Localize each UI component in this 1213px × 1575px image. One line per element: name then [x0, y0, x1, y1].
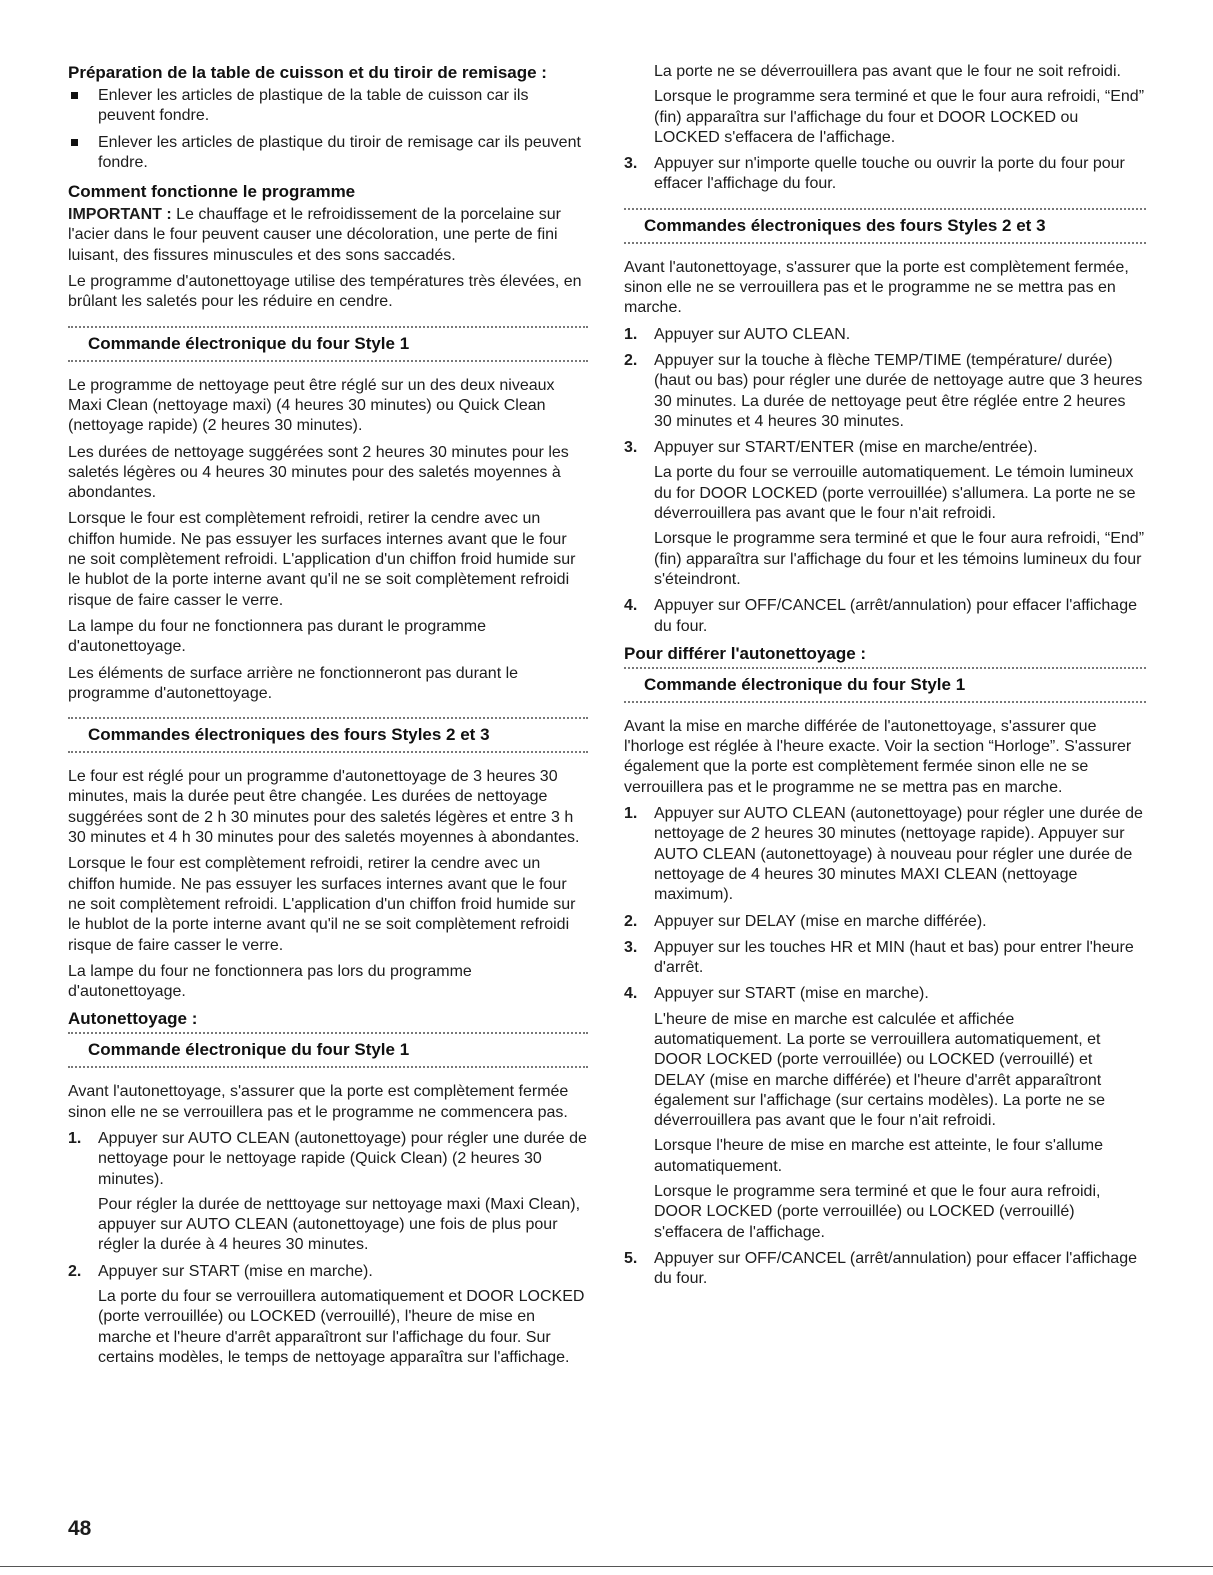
step-number: 5. [624, 1249, 638, 1267]
paragraph: Lorsque le four est complètement refroidi, retirer la cendre avec un chiffon humide. Ne pas essuyer les surfaces internes avant que le four ne soit complètement refroidi. L'application d'un chiffon froid humide sur le hublot de la porte interne avant qu'il ne se soit complètement refroidi risque de faire casser le verre. [68, 855, 576, 954]
style23-title: Commandes électroniques des fours Styles 2 et 3 [644, 215, 1046, 235]
step-item [624, 938, 1146, 979]
step-item [624, 912, 1146, 932]
step-item [624, 984, 1146, 1243]
step-number: 2. [624, 912, 638, 930]
step-text: Appuyer sur AUTO CLEAN. [654, 325, 851, 343]
step-detail: La porte ne se déverrouillera pas avant que le four ne soit refroidi. [654, 63, 1121, 80]
dotted-divider [68, 326, 588, 328]
prep-bullet-item [68, 133, 588, 174]
auto-style1-title: Commande électronique du four Style 1 [88, 1040, 410, 1060]
style23-subheading-box [68, 717, 588, 753]
square-bullet-icon [71, 139, 78, 146]
step-item [624, 804, 1146, 905]
step-text: Appuyer sur OFF/CANCEL (arrêt/annulation) pour effacer l'affichage du four. [654, 597, 1137, 635]
style23-subheading-box [624, 208, 1146, 244]
dotted-divider [68, 360, 588, 362]
paragraph: Avant l'autonettoyage, s'assurer que la porte est complètement fermée, sinon elle ne se verrouillera pas et le programme ne se mettra pas en marche. [624, 258, 1129, 317]
style23-steps-list [624, 325, 1146, 637]
step-number: 3. [624, 439, 638, 457]
step-detail: Lorsque le programme sera terminé et que le four aura refroidi, “End” (fin) apparaîtra sur l'affichage du four et les témoins lumineux du four s'éteindront. [654, 530, 1145, 588]
step-text: Appuyer sur OFF/CANCEL (arrêt/annulation) pour effacer l'affichage du four. [654, 1249, 1137, 1288]
step-item [624, 438, 1146, 590]
prep-bullet-item [68, 86, 588, 127]
paragraph: Avant la mise en marche différée de l'autonettoyage, s'assurer que l'horloge est réglée à l'heure exacte. Voir la section “Horloge”. S'assurer également que la porte est complètement fermée sinon elle ne se verrouillera pas et le programme ne se mettra pas en marche. [624, 717, 1132, 796]
self-clean-title: Autonettoyage : [68, 1009, 198, 1029]
paragraph: La lampe du four ne fonctionnera pas durant le programme d'autonettoyage. [68, 617, 487, 656]
delay-style1-title: Commande électronique du four Style 1 [644, 674, 966, 694]
dotted-divider [624, 242, 1146, 244]
delay-style1-subheading-box [624, 667, 1146, 703]
important-paragraph [68, 205, 588, 266]
step-number: 1. [624, 325, 638, 343]
step-number: 1. [68, 1129, 82, 1147]
prep-bullet-text: Enlever les articles de plastique de la table de cuisson car ils peuvent fondre. [98, 87, 529, 125]
paragraph: Le programme d'autonettoyage utilise des températures très élevées, en brûlant les saletés pour les réduire en cendre. [68, 273, 582, 311]
right-column [624, 62, 1146, 1296]
step-text: Appuyer sur la touche à flèche TEMP/TIME (température/ durée) (haut ou bas) pour régler une durée de nettoyage autre que 3 heures 30 minutes. La durée de nettoyage peut être réglée entre 2 heures 30 minutes et 4 heures 30 minutes. [654, 351, 1143, 430]
left-column [68, 62, 588, 1374]
delay-title: Pour différer l'autonettoyage : [624, 643, 867, 663]
dotted-divider [624, 701, 1146, 703]
step-text: Appuyer sur AUTO CLEAN (autonettoyage) pour régler une durée de nettoyage de 2 heures 30 minutes (nettoyage rapide). Appuyer sur AUTO CLEAN (autonettoyage) à nouveau pour régler une durée de nettoyage de 4 heures 30 minutes MAXI CLEAN (nettoyage maximum). [654, 805, 1143, 904]
step-number: 3. [624, 155, 638, 173]
paragraph: Le four est réglé pour un programme d'autonettoyage de 3 heures 30 minutes, mais la durée peut être changée. Les durées de nettoyage suggérées sont de 2 h 30 minutes pour des saletés légères et entre 3 h 30 minutes et 4 h 30 minutes pour des saletés moyennes à abondantes. [68, 768, 580, 847]
paragraph: Les éléments de surface arrière ne fonctionneront pas durant le programme d'autonettoyage. [68, 664, 519, 702]
square-bullet-icon [71, 92, 78, 99]
style1-title: Commande électronique du four Style 1 [88, 333, 410, 353]
step-detail: Pour régler la durée de netttoyage sur nettoyage maxi (Maxi Clean), appuyer sur AUTO CLEAN (autonettoyage) une fois de plus pour régler la durée à 4 heures 30 minutes. [98, 1195, 581, 1254]
step-text: Appuyer sur n'importe quelle touche ou ouvrir la porte du four pour effacer l'affichage du four. [654, 155, 1125, 193]
step-number: 2. [68, 1262, 82, 1280]
step-detail: La porte du four se verrouillera automatiquement et DOOR LOCKED (porte verrouillée) ou LOCKED (verrouillé), l'heure de mise en marche et l'heure d'arrêt apparaîtront sur l'affichage du four. Sur certains modèles, le temps de nettoyage apparaîtra sur l'affichage. [98, 1288, 585, 1366]
step-detail: Lorsque l'heure de mise en marche est atteinte, le four s'allume automatiquement. [654, 1137, 1104, 1175]
page-bottom-rule [0, 1566, 1213, 1567]
step-item [68, 1262, 588, 1368]
prep-title: Préparation de la table de cuisson et du tiroir de remisage : [68, 63, 547, 82]
page-number: 48 [68, 1517, 92, 1540]
step-text: Appuyer sur les touches HR et MIN (haut et bas) pour entrer l'heure d'arrêt. [654, 938, 1134, 977]
dotted-divider [68, 1066, 588, 1068]
step-number: 2. [624, 351, 638, 369]
step-number: 1. [624, 805, 638, 823]
step-detail: Lorsque le programme sera terminé et que le four aura refroidi, “End” (fin) apparaîtra sur l'affichage du four et DOOR LOCKED ou LOCKED s'effacera de l'affichage. [654, 88, 1145, 146]
important-label: IMPORTANT : [68, 206, 172, 224]
dotted-divider [68, 1032, 588, 1034]
step-text: Appuyer sur START (mise en marche). [98, 1262, 373, 1280]
paragraph: Lorsque le four est complètement refroidi, retirer la cendre avec un chiffon humide. Ne pas essuyer les surfaces internes avant que le four ne soit complètement refroidi. L'application d'un chiffon froid humide sur le hublot de la porte interne avant qu'il ne se soit complètement refroidi risque de faire casser le verre. [68, 510, 576, 609]
step-detail: Lorsque le programme sera terminé et que le four aura refroidi, DOOR LOCKED (porte verrouillée) ou LOCKED (verrouillé) s'effacera de l'affichage. [654, 1183, 1101, 1241]
style1-subheading-box [68, 326, 588, 362]
step-item [624, 596, 1146, 637]
paragraph: Les durées de nettoyage suggérées sont 2 heures 30 minutes pour les saletés légères ou 4 heures 30 minutes pour des saletés moyennes à abondantes. [68, 443, 569, 502]
step-item [624, 1249, 1146, 1290]
step-item [624, 325, 1146, 345]
auto-style1-subheading-box [68, 1032, 588, 1068]
prep-bullet-list [68, 86, 588, 173]
style23-title: Commandes électroniques des fours Styles 2 et 3 [88, 725, 490, 745]
step-number: 3. [624, 938, 638, 956]
continued-detail-item [624, 62, 1146, 148]
step-item [68, 1129, 588, 1256]
step-number: 4. [624, 597, 638, 615]
dotted-divider [624, 208, 1146, 210]
step-detail: L'heure de mise en marche est calculée et affichée automatiquement. La porte se verrouillera automatiquement, et DOOR LOCKED (porte verrouillée) ou LOCKED (verrouillé) et DELAY (mise en marche différée) et l'heure d'arrêt apparaîtront également sur l'affichage (sur certains modèles). La porte ne se déverrouillera pas avant que le four n'ait refroidi. [654, 1010, 1105, 1130]
dotted-divider [68, 717, 588, 719]
continued-steps-list [624, 62, 1146, 195]
step-text: Appuyer sur START/ENTER (mise en marche/entrée). [654, 439, 1038, 457]
step-detail: La porte du four se verrouille automatiquement. Le témoin lumineux du for DOOR LOCKED (porte verrouillée) s'allumera. La porte ne se déverrouillera pas avant que le four n'ait refroidi. [654, 464, 1136, 523]
auto-steps-list [68, 1129, 588, 1368]
delay-steps-list [624, 804, 1146, 1290]
prep-bullet-text: Enlever les articles de plastique du tiroir de remisage car ils peuvent fondre. [98, 133, 581, 171]
step-text: Appuyer sur DELAY (mise en marche différée). [654, 912, 987, 930]
paragraph: Le programme de nettoyage peut être réglé sur un des deux niveaux Maxi Clean (nettoyage maxi) (4 heures 30 minutes) ou Quick Clean (nettoyage rapide) (2 heures 30 minutes). [68, 376, 555, 435]
important-text: Le chauffage et le refroidissement de la porcelaine sur l'acier dans le four peuvent causer une décoloration, une perte de fini luisant, des fissures minuscules et des sons saccadés. [68, 206, 561, 264]
step-text: Appuyer sur START (mise en marche). [654, 985, 929, 1003]
how-it-works-title: Comment fonctionne le programme [68, 182, 356, 202]
paragraph: Avant l'autonettoyage, s'assurer que la porte est complètement fermée sinon elle ne se verrouillera pas et le programme ne commencera pas. [68, 1083, 569, 1121]
dotted-divider [68, 751, 588, 753]
paragraph: La lampe du four ne fonctionnera pas lors du programme d'autonettoyage. [68, 962, 472, 1001]
step-text: Appuyer sur AUTO CLEAN (autonettoyage) pour régler une durée de nettoyage pour le nettoyage rapide (Quick Clean) (2 heures 30 minutes). [98, 1129, 587, 1188]
step-item [624, 351, 1146, 432]
step-number: 4. [624, 985, 638, 1003]
dotted-divider [624, 667, 1146, 669]
step-item [624, 154, 1146, 195]
